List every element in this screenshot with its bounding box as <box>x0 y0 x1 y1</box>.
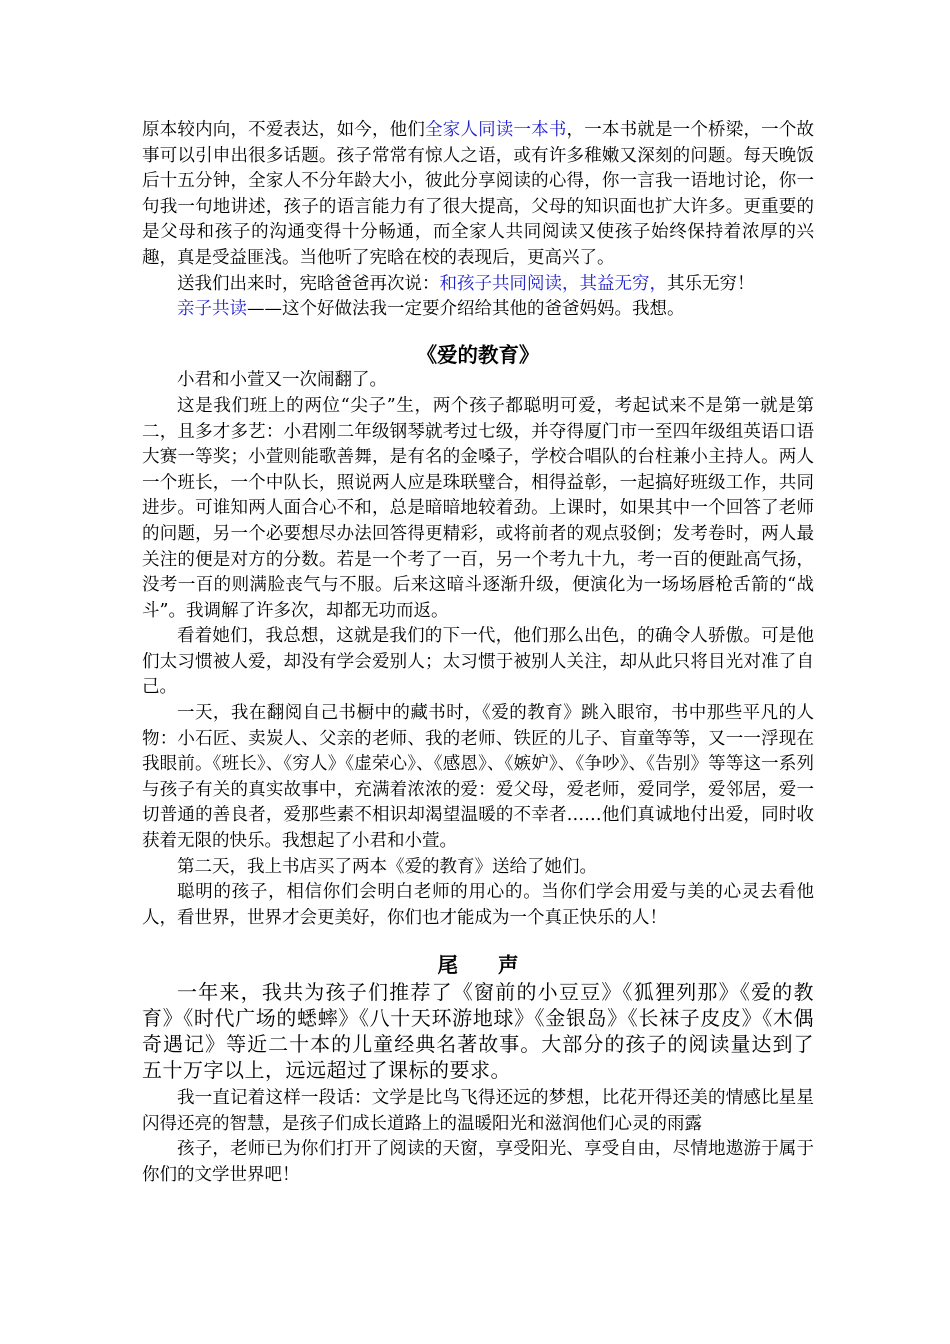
section-title-love-education: 《爱的教育》 <box>416 342 540 367</box>
highlight-quote: 和孩子共同阅读，其益无穷， <box>439 273 667 294</box>
section-title-epilogue <box>142 953 814 979</box>
title-char: 声 <box>498 953 519 978</box>
paragraph-literature-quote: 我一直记着这样一段话：文学是比鸟飞得还远的梦想，比花开得还美的情感比星星闪得还亮的智慧，是孩子们成长道路上的温暖阳光和滋润他们心灵的雨露 <box>142 1088 814 1134</box>
highlight-family-reading: 全家人同读一本书 <box>425 120 567 140</box>
text-run: 原本较内向，不爱表达，如今，他们 <box>142 120 426 140</box>
text-run: 送我们出来时，宪晗爸爸再次说： <box>177 273 440 294</box>
document-page <box>142 118 814 1188</box>
paragraph: 这是我们班上的两位“尖子”生，两个孩子都聪明可爱，考起试来不是第一就是第二，且多才多艺：小君刚二年级钢琴就考过七级，并夺得厦门市一至四年级组英语口语大赛一等奖；小萱则能歌善舞，是有名的金嗓子，学校合唱队的台柱兼小主持人。两人一个班长，一个中队长，照说两人应是珠联璧合，相得益彰，一起搞好班级工作，共同进步。可谁知两人面合心不和，总是暗暗地较着劲。上课时，如果其中一个回答了老师的问题，另一个必要想尽办法回答得更精彩，或将前者的观点驳倒；发考卷时，两人最关注的便是对方的分数。若是一个考了一百，另一个考九十九，考一百的便趾高气扬，没考一百的则满脸丧气与不服。后来这暗斗逐渐升级，便演化为一场场唇枪舌箭的“战斗”。我调解了许多次，却都无功而返。 <box>142 395 814 621</box>
title-char: 尾 <box>437 953 458 978</box>
paragraph-closing: 孩子，老师已为你们打开了阅读的天窗，享受阳光、享受自由，尽情地遨游于属于你们的文学世界吧！ <box>142 1139 814 1185</box>
highlight-parent-child-reading: 亲子共读 <box>177 299 247 320</box>
paragraph: 第二天，我上书店买了两本《爱的教育》送给了她们。 <box>177 856 597 877</box>
paragraph: 聪明的孩子，相信你们会明白老师的用心的。当你们学会用爱与美的心灵去看他人，看世界，世界才会更美好，你们也才能成为一个真正快乐的人！ <box>142 882 814 928</box>
paragraph-family-reading <box>142 118 814 272</box>
paragraph-father-quote <box>142 272 814 298</box>
paragraph: 看着她们，我总想，这就是我们的下一代，他们那么出色，的确令人骄傲。可是他们太习惯被人爱，却没有学会爱别人；太习惯于被别人关注，却从此只将目光对准了自己。 <box>142 626 814 698</box>
paragraph-recommended-books: 一年来，我共为孩子们推荐了《窗前的小豆豆》《狐狸列那》《爱的教育》《时代广场的蟋蟀》《八十天环游地球》《金银岛》《长袜子皮皮》《木偶奇遇记》等近二十本的儿童经典名著故事。大部分的孩子的阅读量达到了五十万字以上，远远超过了课标的要求。 <box>142 980 814 1082</box>
paragraph-parent-child-reading <box>142 297 814 323</box>
paragraph: 小君和小萱又一次闹翻了。 <box>177 370 387 391</box>
paragraph: 一天，我在翻阅自己书橱中的藏书时，《爱的教育》跳入眼帘，书中那些平凡的人物：小石匠、卖炭人、父亲的老师、我的老师、铁匠的儿子、盲童等等，又一一浮现在我眼前。《班长》、《穷人》《虚荣心》、《感恩》、《嫉妒》、《争吵》、《告别》等等这一系列与孩子有关的真实故事中，充满着浓浓的爱：爱父母，爱老师，爱同学，爱邻居，爱一切普通的善良者，爱那些素不相识却渴望温暖的不幸者……他们真诚地付出爱，同时收获着无限的快乐。我想起了小君和小萱。 <box>142 703 814 852</box>
text-run: ，一本书就是一个桥梁，一个故事可以引申出很多话题。孩子常常有惊人之语，或有许多稚嫩又深刻的问题。每天晚饭后十五分钟，全家人不分年龄大小，彼此分享阅读的心得，你一言我一语地讨论，你一句我一句地讲述，孩子的语言能力有了很大提高，父母的知识面也扩大许多。更重要的是父母和孩子的沟通变得十分畅通，而全家人共同阅读又使孩子始终保持着浓厚的兴趣，真是受益匪浅。当他听了宪晗在校的表现后，更高兴了。 <box>142 120 815 268</box>
text-run: ——这个好做法我一定要介绍给其他的爸爸妈妈。我想。 <box>247 299 685 320</box>
text-run: 其乐无穷！ <box>667 273 755 294</box>
